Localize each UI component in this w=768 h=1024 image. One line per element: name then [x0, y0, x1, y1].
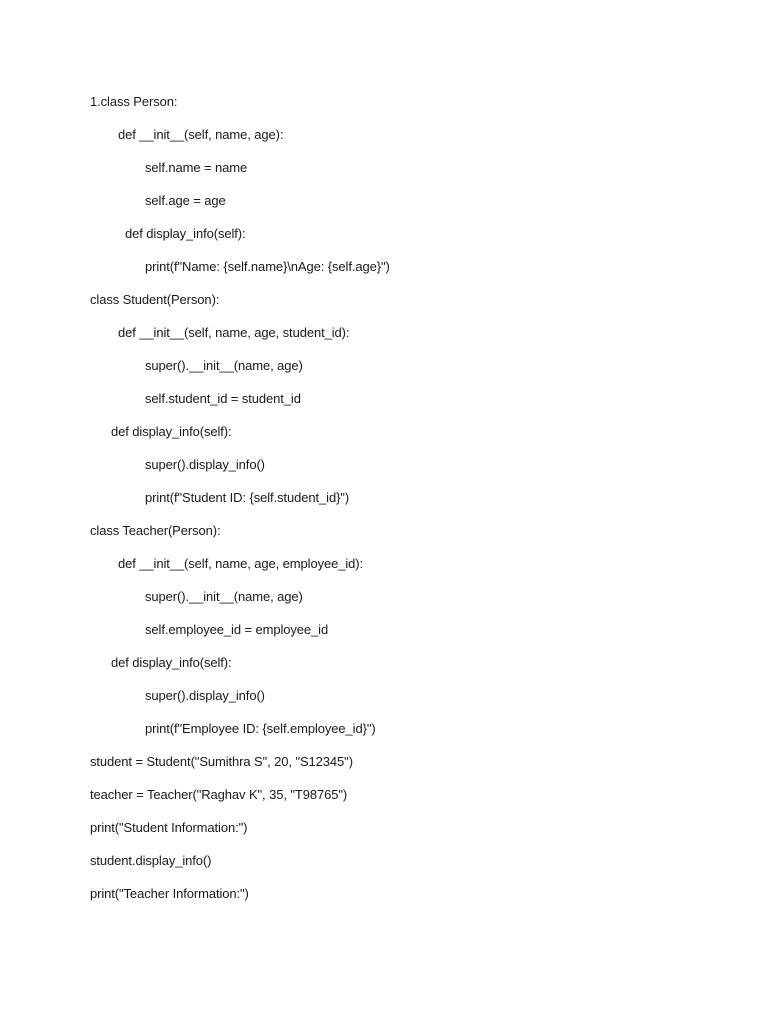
code-line: self.name = name: [145, 160, 248, 175]
code-line: super().display_info(): [145, 457, 265, 472]
code-line: print(f"Employee ID: {self.employee_id}"): [145, 721, 376, 736]
code-line: super().__init__(name, age): [145, 589, 303, 604]
code-line: print(f"Student ID: {self.student_id}"): [145, 490, 350, 505]
code-line: 1.class Person:: [90, 94, 178, 109]
code-line: def display_info(self):: [111, 655, 232, 670]
code-line: class Student(Person):: [90, 292, 220, 307]
code-line: student.display_info(): [90, 853, 212, 868]
code-line: self.age = age: [145, 193, 226, 208]
code-line: student = Student("Sumithra S", 20, "S12345"): [90, 754, 353, 769]
code-line: def __init__(self, name, age, employee_id):: [118, 556, 364, 571]
code-line: print("Teacher Information:"): [90, 886, 249, 901]
code-line: class Teacher(Person):: [90, 523, 221, 538]
code-line: print("Student Information:"): [90, 820, 248, 835]
code-line: def __init__(self, name, age, student_id):: [118, 325, 350, 340]
code-line: def display_info(self):: [125, 226, 246, 241]
code-line: def __init__(self, name, age):: [118, 127, 284, 142]
code-line: super().__init__(name, age): [145, 358, 303, 373]
code-line: teacher = Teacher("Raghav K", 35, "T98765"): [90, 787, 348, 802]
code-line: self.employee_id = employee_id: [145, 622, 329, 637]
code-line: super().display_info(): [145, 688, 265, 703]
code-line: self.student_id = student_id: [145, 391, 301, 406]
code-line: print(f"Name: {self.name}\nAge: {self.age}"): [145, 259, 390, 274]
code-line: def display_info(self):: [111, 424, 232, 439]
